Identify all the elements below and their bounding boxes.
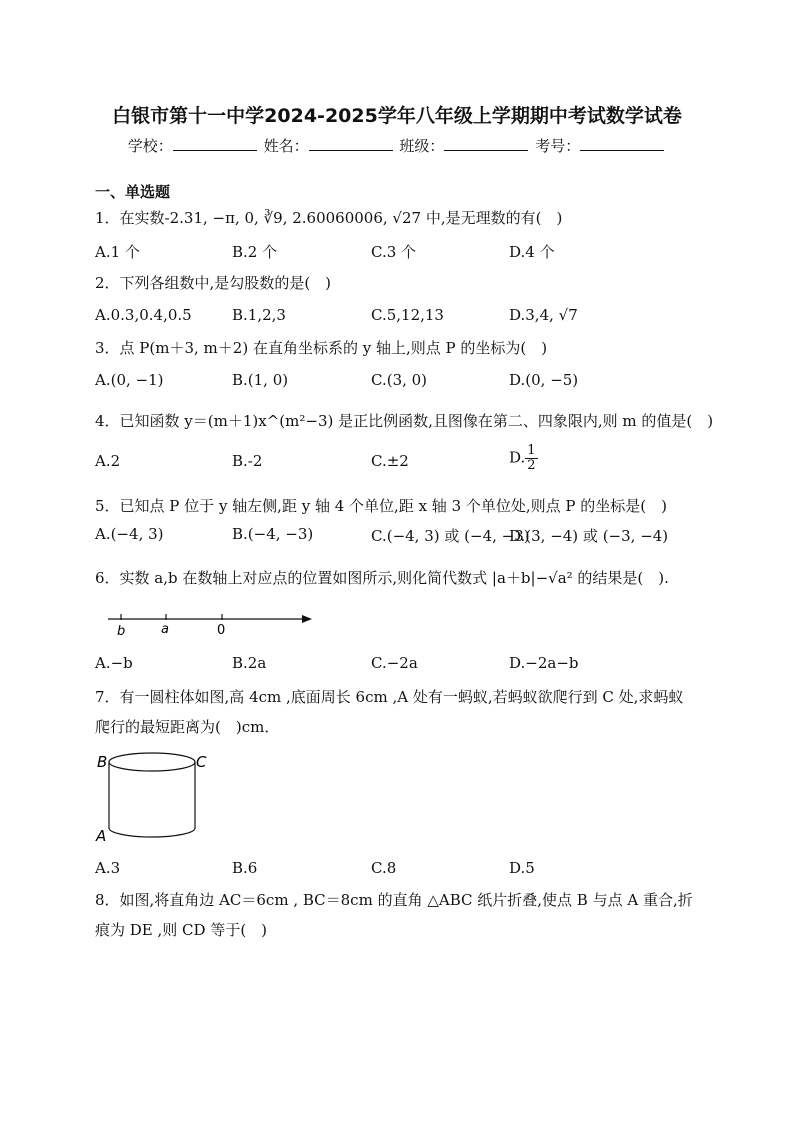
- student-info-line: [0, 135, 794, 156]
- school-label: 学校：: [127, 137, 173, 155]
- q6-option-b[interactable]: B.2a: [232, 654, 267, 672]
- exam-title: 白银市第十一中学2024-2025学年八年级上学期期中考试数学试卷: [112, 105, 682, 127]
- q3-option-d[interactable]: D.(0, −5): [509, 371, 579, 389]
- q1-option-d[interactable]: D.4 个: [509, 243, 555, 261]
- question-5-options: [95, 525, 735, 547]
- name-label: 姓名：: [263, 137, 309, 155]
- point-a-label: A: [96, 827, 107, 845]
- point-c-label: C: [196, 753, 207, 771]
- q7-option-d[interactable]: D.5: [509, 859, 535, 877]
- q3-option-b[interactable]: B.(1, 0): [232, 371, 289, 389]
- section-title: 一、单选题: [95, 183, 171, 201]
- cylinder-top: [109, 753, 195, 771]
- q1-option-b[interactable]: B.2 个: [232, 243, 278, 261]
- question-6-stem: 6．实数 a,b 在数轴上对应点的位置如图所示,则化简代数式 |a＋b|−√a² 的结果是( ).: [95, 569, 669, 587]
- q4-option-d-letter: D.: [509, 448, 526, 467]
- cylinder-bottom: [109, 828, 195, 837]
- q5-option-a[interactable]: A.(−4, 3): [95, 525, 164, 543]
- question-8-stem-line1: 8．如图,将直角边 AC＝6cm , BC＝8cm 的直角 △ABC 纸片折叠,使点 B 与点 A 重合,折: [95, 891, 693, 909]
- q6-option-d[interactable]: D.−2a−b: [509, 654, 579, 672]
- question-8-stem-line2: 痕为 DE ,则 CD 等于( ): [95, 921, 268, 939]
- point-b-label: B: [97, 753, 108, 771]
- question-7-stem-line1: 7．有一圆柱体如图,高 4cm ,底面周长 6cm ,A 处有一蚂蚁,若蚂蚁欲爬行到 C 处,求蚂蚁: [95, 688, 684, 706]
- q5-option-b[interactable]: B.(−4, −3): [232, 525, 314, 543]
- cylinder-figure: [95, 748, 220, 848]
- q5-option-d[interactable]: D.(3, −4) 或 (−3, −4): [509, 527, 669, 545]
- question-7-options: [95, 859, 735, 881]
- q3-option-a[interactable]: A.(0, −1): [95, 371, 164, 389]
- q3-option-c[interactable]: C.(3, 0): [371, 371, 428, 389]
- class-blank[interactable]: [444, 136, 528, 151]
- exam-number-label: 考号：: [535, 137, 581, 155]
- question-7-stem-line2: 爬行的最短距离为( )cm．: [95, 718, 280, 736]
- label-0: 0: [217, 623, 226, 638]
- school-blank[interactable]: [173, 136, 257, 151]
- q1-option-c[interactable]: C.3 个: [371, 243, 417, 261]
- question-2-options: [95, 306, 735, 328]
- q4-option-a[interactable]: A.2: [95, 452, 121, 470]
- q5-option-c[interactable]: C.(−4, 3) 或 (−4, −3): [371, 527, 530, 545]
- q2-option-d[interactable]: D.3,4, √7: [509, 306, 578, 324]
- label-b: b: [117, 624, 126, 639]
- question-4-options: [95, 443, 735, 484]
- q2-option-b[interactable]: B.1,2,3: [232, 306, 286, 324]
- q6-option-c[interactable]: C.−2a: [371, 654, 418, 672]
- name-blank[interactable]: [309, 136, 393, 151]
- exam-number-blank[interactable]: [580, 136, 664, 151]
- question-2-stem: 2．下列各组数中,是勾股数的是( ): [95, 274, 332, 292]
- q4-option-d-fraction: [525, 444, 537, 473]
- question-1-options: [95, 241, 735, 263]
- question-5-stem: 5．已知点 P 位于 y 轴左侧,距 y 轴 4 个单位,距 x 轴 3 个单位处,则点 P 的坐标是( ): [95, 497, 667, 515]
- number-line-figure: [100, 608, 320, 640]
- question-1-stem: 1．在实数-2.31, −π, 0, ∛9, 2.60060006, √27 中,是无理数的有( ): [95, 209, 563, 227]
- q7-option-a[interactable]: A.3: [95, 859, 121, 877]
- q6-option-a[interactable]: A.−b: [95, 654, 133, 672]
- class-label: 班级：: [399, 137, 445, 155]
- q2-option-a[interactable]: A.0.3,0.4,0.5: [95, 306, 192, 324]
- q7-option-c[interactable]: C.8: [371, 859, 397, 877]
- fraction-numerator: 1: [527, 443, 536, 458]
- label-a: a: [161, 622, 169, 637]
- q1-option-a[interactable]: A.1 个: [95, 243, 140, 261]
- q4-option-b[interactable]: B.-2: [232, 452, 263, 470]
- q4-option-c[interactable]: C.±2: [371, 452, 409, 470]
- q4-option-d[interactable]: [509, 444, 538, 473]
- question-3-stem: 3．点 P(m＋3, m＋2) 在直角坐标系的 y 轴上,则点 P 的坐标为( ): [95, 339, 548, 357]
- q7-option-b[interactable]: B.6: [232, 859, 258, 877]
- q2-option-c[interactable]: C.5,12,13: [371, 306, 444, 324]
- number-line-arrow: [302, 615, 312, 623]
- question-6-options: [95, 654, 735, 676]
- fraction-denominator: 2: [527, 458, 536, 473]
- question-4-stem: 4．已知函数 y＝(m＋1)x^(m²−3) 是正比例函数,且图像在第二、四象限内,则 m 的值是( ): [95, 412, 714, 430]
- question-3-options: [95, 371, 735, 393]
